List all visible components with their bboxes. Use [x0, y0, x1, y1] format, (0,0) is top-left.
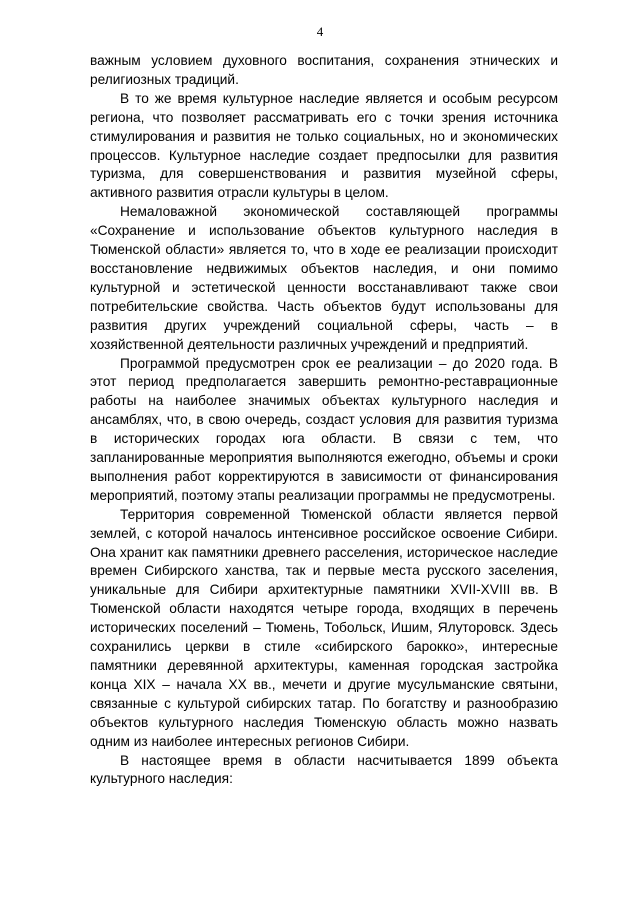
paragraph-territory-history: Территория современной Тюменской области является первой землей, с которой началось интенсивное российское освоение Сибири. Она хранит как памятники древнего расселения, историческое наследие времен Сибирского ханства, так и первые места русского заселения, уникальные для Сибири архитектурные памятники XVII-XVIII вв. В Тюменской области находятся четыре города, входящих в перечень исторических поселений – Тюмень, Тобольск, Ишим, Ялуторовск. Здесь сохранились церкви в стиле «сибирского барокко», интересные памятники деревянной архитектуры, каменная городская застройка конца XIX – начала XX вв., мечети и другие мусульманские святыни, связанные с культурой сибирских татар. По богатству и разнообразию объектов культурного наследия Тюменскую область можно назвать одним из наиболее интересных регионов Сибири.: [90, 506, 558, 749]
page-number: 4: [316, 24, 324, 39]
paragraph-program-term: Программой предусмотрен срок ее реализации – до 2020 года. В этот период предполагается завершить ремонтно-реставрационные работы на наиболее значимых объектах культурного наследия и ансамблях, что, в свою очередь, создаст условия для развития туризма в исторических городах юга области. В связи с тем, что запланированные мероприятия выполняются ежегодно, объемы и сроки выполнения работ корректируются в зависимости от финансирования мероприятий, поэтому этапы реализации программы не предусмотрены.: [90, 355, 558, 503]
paragraph-cultural-resource: В то же время культурное наследие является и особым ресурсом региона, что позволяет рассматривать его с точки зрения источника стимулирования и развития не только социальных, но и экономических процессов. Культурное наследие создает предпосылки для развития туризма, для совершенствования и развития музейной сферы, активного развития отрасли культуры в целом.: [90, 90, 558, 201]
paragraph-economic-component: Немаловажной экономической составляющей программы «Сохранение и использование объектов культурного наследия в Тюменской области» является то, что в ходе ее реализации происходит восстановление недвижимых объектов наследия, и они помимо культурной и эстетической ценности восстанавливают также свои потребительские свойства. Часть объектов будут использованы для развития других учреждений социальной сферы, часть – в хозяйственной деятельности различных учреждений и предприятий.: [90, 204, 558, 352]
paragraph-continuation: важным условием духовного воспитания, сохранения этнических и религиозных традиций.: [90, 53, 558, 87]
document-body: [90, 52, 558, 789]
paragraph-object-count: В настоящее время в области насчитывается 1899 объекта культурного наследия:: [90, 752, 558, 787]
